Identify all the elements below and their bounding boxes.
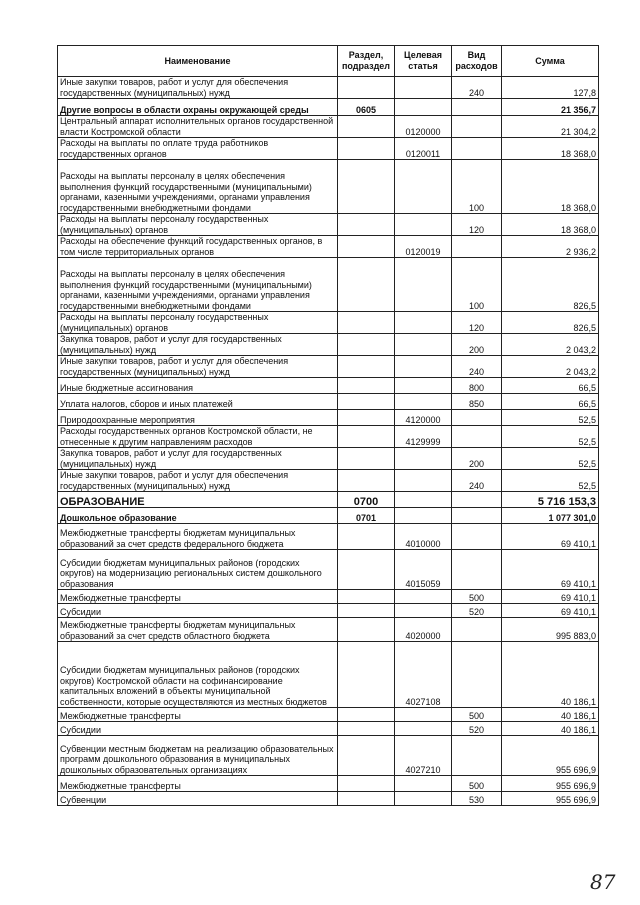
- table-row: [58, 378, 599, 394]
- cell-kind: [452, 138, 502, 160]
- table-row: [58, 604, 599, 618]
- budget-table-container: [57, 45, 598, 806]
- cell-kind: 240: [452, 356, 502, 378]
- cell-kind: 520: [452, 604, 502, 618]
- cell-sum: 66,5: [502, 378, 599, 394]
- cell-section: [338, 470, 395, 492]
- cell-sum: 21 304,2: [502, 116, 599, 138]
- cell-target: [395, 394, 452, 410]
- cell-kind: [452, 550, 502, 590]
- header-sum: Сумма: [502, 46, 599, 77]
- cell-kind: 240: [452, 77, 502, 99]
- cell-sum: 69 410,1: [502, 590, 599, 604]
- cell-sum: 826,5: [502, 258, 599, 312]
- cell-section: [338, 524, 395, 550]
- cell-target: [395, 99, 452, 116]
- table-row: [58, 792, 599, 806]
- table-row: [58, 642, 599, 708]
- cell-target: [395, 604, 452, 618]
- cell-section: [338, 394, 395, 410]
- cell-name: Межбюджетные трансферты бюджетам муниципальных образований за счет средств федерального бюджета: [58, 524, 338, 550]
- table-row: [58, 618, 599, 642]
- cell-section: 0700: [338, 492, 395, 508]
- cell-kind: 500: [452, 590, 502, 604]
- cell-target: [395, 792, 452, 806]
- table-row: [58, 99, 599, 116]
- cell-sum: 127,8: [502, 77, 599, 99]
- cell-sum: 69 410,1: [502, 604, 599, 618]
- cell-sum: 21 356,7: [502, 99, 599, 116]
- cell-target: [395, 708, 452, 722]
- table-row: [58, 116, 599, 138]
- cell-target: [395, 214, 452, 236]
- cell-target: 0120019: [395, 236, 452, 258]
- table-row: [58, 426, 599, 448]
- table-row: [58, 508, 599, 524]
- cell-target: [395, 312, 452, 334]
- cell-section: [338, 214, 395, 236]
- cell-kind: 200: [452, 448, 502, 470]
- cell-target: 4120000: [395, 410, 452, 426]
- cell-name: Субсидии бюджетам муниципальных районов (городских округов) Костромской области на софинансирование капитальных вложений в объекты муниципальной собственности, которые осуществляются из местных бюджетов: [58, 642, 338, 708]
- cell-name: Субвенции местным бюджетам на реализацию образовательных программ дошкольного образования в муниципальных дошкольных образовательных организациях: [58, 736, 338, 776]
- cell-kind: 240: [452, 470, 502, 492]
- cell-name: Межбюджетные трансферты: [58, 590, 338, 604]
- cell-section: [338, 138, 395, 160]
- cell-sum: 995 883,0: [502, 618, 599, 642]
- cell-sum: 1 077 301,0: [502, 508, 599, 524]
- cell-target: 4027210: [395, 736, 452, 776]
- table-row: [58, 356, 599, 378]
- cell-target: [395, 590, 452, 604]
- cell-section: [338, 776, 395, 792]
- cell-sum: 66,5: [502, 394, 599, 410]
- cell-sum: 40 186,1: [502, 708, 599, 722]
- cell-name: Природоохранные мероприятия: [58, 410, 338, 426]
- page-number: 87: [590, 870, 616, 894]
- cell-name: Иные закупки товаров, работ и услуг для обеспечения государственных (муниципальных) нужд: [58, 77, 338, 99]
- cell-name: Иные бюджетные ассигнования: [58, 378, 338, 394]
- cell-sum: 18 368,0: [502, 214, 599, 236]
- cell-kind: 520: [452, 722, 502, 736]
- cell-name: Расходы на выплаты персоналу государственных (муниципальных) органов: [58, 312, 338, 334]
- cell-target: [395, 448, 452, 470]
- cell-target: [395, 356, 452, 378]
- cell-kind: 120: [452, 312, 502, 334]
- cell-target: [395, 722, 452, 736]
- cell-sum: 5 716 153,3: [502, 492, 599, 508]
- cell-sum: 18 368,0: [502, 160, 599, 214]
- cell-name: Расходы на выплаты по оплате труда работников государственных органов: [58, 138, 338, 160]
- cell-sum: 52,5: [502, 426, 599, 448]
- cell-name: Расходы на выплаты персоналу в целях обеспечения выполнения функций государственными (муниципальными) органами, казенными учреждениями, органами управления государственными внебюджетными фондами: [58, 160, 338, 214]
- cell-kind: 120: [452, 214, 502, 236]
- cell-name: Другие вопросы в области охраны окружающей среды: [58, 99, 338, 116]
- cell-kind: 100: [452, 258, 502, 312]
- cell-sum: 69 410,1: [502, 524, 599, 550]
- header-kind: Вид расходов: [452, 46, 502, 77]
- cell-target: [395, 492, 452, 508]
- table-row: [58, 524, 599, 550]
- cell-sum: 2 936,2: [502, 236, 599, 258]
- cell-section: [338, 378, 395, 394]
- cell-name: ОБРАЗОВАНИЕ: [58, 492, 338, 508]
- cell-section: [338, 334, 395, 356]
- cell-target: 4129999: [395, 426, 452, 448]
- table-row: [58, 214, 599, 236]
- budget-table: [57, 45, 599, 806]
- cell-sum: 955 696,9: [502, 792, 599, 806]
- cell-section: [338, 160, 395, 214]
- cell-section: [338, 77, 395, 99]
- cell-sum: 826,5: [502, 312, 599, 334]
- cell-section: [338, 258, 395, 312]
- cell-section: [338, 356, 395, 378]
- table-row: [58, 550, 599, 590]
- cell-section: [338, 590, 395, 604]
- cell-target: [395, 378, 452, 394]
- cell-kind: 200: [452, 334, 502, 356]
- cell-section: [338, 642, 395, 708]
- table-row: [58, 138, 599, 160]
- cell-kind: 500: [452, 708, 502, 722]
- table-row: [58, 470, 599, 492]
- cell-kind: [452, 642, 502, 708]
- cell-kind: [452, 492, 502, 508]
- cell-name: Расходы на обеспечение функций государственных органов, в том числе территориальных органов: [58, 236, 338, 258]
- table-row: [58, 736, 599, 776]
- cell-kind: 530: [452, 792, 502, 806]
- cell-sum: 2 043,2: [502, 334, 599, 356]
- cell-name: Межбюджетные трансферты: [58, 708, 338, 722]
- cell-sum: 52,5: [502, 410, 599, 426]
- cell-sum: 2 043,2: [502, 356, 599, 378]
- cell-section: [338, 116, 395, 138]
- cell-sum: 40 186,1: [502, 722, 599, 736]
- table-row: [58, 236, 599, 258]
- cell-name: Иные закупки товаров, работ и услуг для обеспечения государственных (муниципальных) нужд: [58, 470, 338, 492]
- cell-sum: 955 696,9: [502, 776, 599, 792]
- cell-name: Субсидии: [58, 722, 338, 736]
- cell-name: Закупка товаров, работ и услуг для государственных (муниципальных) нужд: [58, 448, 338, 470]
- cell-kind: [452, 116, 502, 138]
- header-target: Целевая статья: [395, 46, 452, 77]
- cell-target: [395, 470, 452, 492]
- cell-section: [338, 604, 395, 618]
- cell-name: Субвенции: [58, 792, 338, 806]
- cell-section: [338, 618, 395, 642]
- table-row: [58, 410, 599, 426]
- cell-sum: 52,5: [502, 470, 599, 492]
- cell-target: 4010000: [395, 524, 452, 550]
- table-row: [58, 312, 599, 334]
- cell-section: [338, 792, 395, 806]
- cell-name: Субсидии бюджетам муниципальных районов (городских округов) на модернизацию региональных систем дошкольного образования: [58, 550, 338, 590]
- cell-name: Субсидии: [58, 604, 338, 618]
- table-row: [58, 77, 599, 99]
- cell-name: Расходы на выплаты персоналу государственных (муниципальных) органов: [58, 214, 338, 236]
- table-row: [58, 776, 599, 792]
- cell-sum: 69 410,1: [502, 550, 599, 590]
- table-body: [58, 77, 599, 806]
- table-row: [58, 708, 599, 722]
- cell-target: [395, 334, 452, 356]
- cell-section: [338, 236, 395, 258]
- cell-target: 0120000: [395, 116, 452, 138]
- cell-section: [338, 448, 395, 470]
- table-row: [58, 722, 599, 736]
- cell-sum: 52,5: [502, 448, 599, 470]
- cell-sum: 18 368,0: [502, 138, 599, 160]
- header-name: Наименование: [58, 46, 338, 77]
- cell-section: 0605: [338, 99, 395, 116]
- table-header-row: [58, 46, 599, 77]
- cell-kind: [452, 618, 502, 642]
- cell-section: [338, 708, 395, 722]
- cell-kind: [452, 99, 502, 116]
- cell-target: [395, 776, 452, 792]
- cell-kind: 100: [452, 160, 502, 214]
- table-row: [58, 492, 599, 508]
- cell-target: [395, 508, 452, 524]
- cell-target: [395, 77, 452, 99]
- cell-target: 4020000: [395, 618, 452, 642]
- cell-sum: 40 186,1: [502, 642, 599, 708]
- table-row: [58, 394, 599, 410]
- cell-target: 4027108: [395, 642, 452, 708]
- cell-kind: [452, 426, 502, 448]
- cell-kind: 800: [452, 378, 502, 394]
- cell-section: [338, 410, 395, 426]
- table-row: [58, 448, 599, 470]
- cell-section: [338, 736, 395, 776]
- cell-kind: 500: [452, 776, 502, 792]
- cell-name: Расходы на выплаты персоналу в целях обеспечения выполнения функций государственными (муниципальными) органами, казенными учреждениями, органами управления государственными внебюджетными фондами: [58, 258, 338, 312]
- cell-section: [338, 722, 395, 736]
- cell-kind: [452, 236, 502, 258]
- cell-name: Межбюджетные трансферты: [58, 776, 338, 792]
- cell-section: 0701: [338, 508, 395, 524]
- cell-name: Уплата налогов, сборов и иных платежей: [58, 394, 338, 410]
- cell-section: [338, 550, 395, 590]
- cell-section: [338, 312, 395, 334]
- cell-target: 0120011: [395, 138, 452, 160]
- cell-sum: 955 696,9: [502, 736, 599, 776]
- header-section: Раздел, подраздел: [338, 46, 395, 77]
- cell-kind: [452, 410, 502, 426]
- cell-name: Закупка товаров, работ и услуг для государственных (муниципальных) нужд: [58, 334, 338, 356]
- table-row: [58, 258, 599, 312]
- cell-name: Дошкольное образование: [58, 508, 338, 524]
- table-row: [58, 590, 599, 604]
- cell-kind: [452, 508, 502, 524]
- cell-name: Межбюджетные трансферты бюджетам муниципальных образований за счет средств областного бюджета: [58, 618, 338, 642]
- cell-target: [395, 160, 452, 214]
- cell-kind: 850: [452, 394, 502, 410]
- cell-kind: [452, 524, 502, 550]
- table-row: [58, 334, 599, 356]
- cell-target: [395, 258, 452, 312]
- cell-target: 4015059: [395, 550, 452, 590]
- cell-section: [338, 426, 395, 448]
- cell-name: Расходы государственных органов Костромской области, не отнесенные к другим направлениям расходов: [58, 426, 338, 448]
- table-row: [58, 160, 599, 214]
- cell-name: Центральный аппарат исполнительных органов государственной власти Костромской области: [58, 116, 338, 138]
- cell-name: Иные закупки товаров, работ и услуг для обеспечения государственных (муниципальных) нужд: [58, 356, 338, 378]
- cell-kind: [452, 736, 502, 776]
